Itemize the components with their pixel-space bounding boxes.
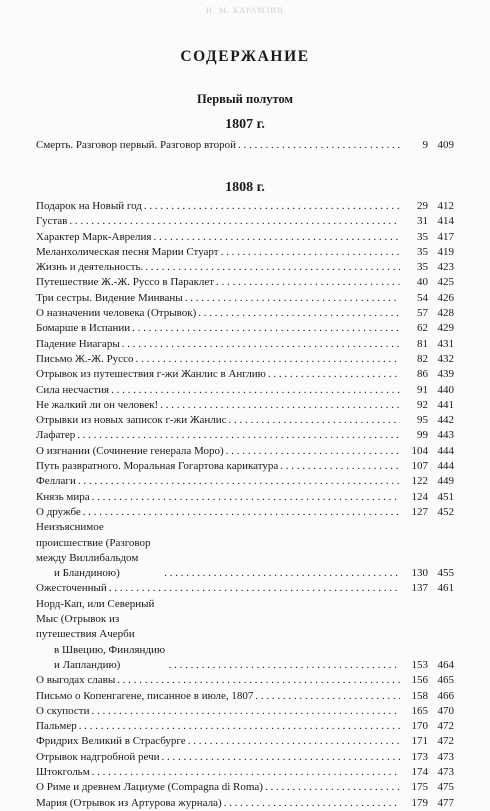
page-number-notes: 473 <box>437 765 454 778</box>
page-number-text: 127 <box>411 505 428 518</box>
toc-entry-title <box>36 581 107 596</box>
toc-entry-title-line: Лафатер <box>36 429 76 442</box>
page-number-notes: 409 <box>437 139 454 151</box>
page-number-notes: 449 <box>437 475 454 488</box>
toc-list-1808 <box>36 199 454 811</box>
year-heading-1807: 1807 г. <box>225 117 265 132</box>
toc-entry-title <box>36 138 236 153</box>
toc-entry-title-line: Мария (Отрывок из Артурова журнала) <box>36 796 222 809</box>
leader-dots <box>162 750 400 765</box>
leader-dots <box>268 367 400 382</box>
toc-entry <box>36 673 454 688</box>
page-number-text: 107 <box>411 460 428 473</box>
page-number-notes: 425 <box>437 276 454 289</box>
toc-entry <box>36 291 454 306</box>
page-number-text: 124 <box>411 490 428 503</box>
toc-entry-title-line: Меланхолическая песня Марии Стуарт <box>36 245 219 258</box>
toc-entry <box>36 199 454 214</box>
toc-entry-title-line: Путь развратного. Моральная Гогартова карикатура <box>36 460 279 473</box>
toc-entry-title-line: Письмо Ж.-Ж. Руссо <box>36 352 134 365</box>
toc-entry-title-line: Норд-Кап, или Северный Мыс (Отрывок из путешествия Ачерби <box>36 597 155 641</box>
toc-entry <box>36 352 454 367</box>
leader-dots <box>69 214 400 229</box>
toc-entry-title <box>36 260 143 275</box>
toc-entry-title <box>36 413 227 428</box>
running-head: Н. М. КАРАМЗИН <box>206 6 284 15</box>
toc-entry-title <box>36 459 278 474</box>
page-number-notes: 419 <box>437 245 454 258</box>
page-number-notes: 423 <box>437 261 454 274</box>
toc-entry-title-line: Бомарше в Испании <box>36 322 131 335</box>
page-number-text: 35 <box>417 245 428 258</box>
leader-dots <box>83 505 400 520</box>
toc-entry <box>36 750 454 765</box>
leader-dots <box>145 260 400 275</box>
page-number-notes: 429 <box>437 322 454 335</box>
toc-entry-title <box>36 383 109 398</box>
leader-dots <box>135 352 400 367</box>
leader-dots <box>185 291 400 306</box>
leader-dots <box>109 581 400 596</box>
toc-entry-title <box>36 444 224 459</box>
toc-entry-title <box>36 428 75 443</box>
year-heading-1808: 1808 г. <box>225 180 265 195</box>
toc-entry <box>36 505 454 520</box>
toc-entry-title <box>36 245 219 260</box>
page-number-notes: 432 <box>437 352 454 365</box>
toc-entry-title-line: Пальмер <box>36 720 77 733</box>
toc-entry-title <box>36 734 186 749</box>
toc-entry <box>36 734 454 749</box>
toc-entry-title-line: Князь мира <box>36 490 90 503</box>
toc-entry <box>36 597 454 673</box>
page-number-notes: 466 <box>437 689 454 702</box>
toc-entry-title-line: Жизнь и деятельность. <box>36 261 144 274</box>
toc-entry-title <box>36 597 167 673</box>
leader-dots <box>132 321 400 336</box>
page-number-text: 104 <box>411 444 428 457</box>
toc-entry-title-line: Письмо о Копенгагене, писанное в июле, 1807 <box>36 689 254 702</box>
page-number-notes: 452 <box>437 505 454 518</box>
toc-entry-title <box>36 750 160 765</box>
page-number-notes: 461 <box>437 582 454 595</box>
page-number-text: 156 <box>411 674 428 687</box>
toc-entry <box>36 367 454 382</box>
leader-dots <box>216 275 400 290</box>
leader-dots <box>221 245 400 260</box>
toc-entry <box>36 275 454 290</box>
toc-entry-title-line: Подарок на Новый год <box>36 200 142 212</box>
toc-entry <box>36 520 454 581</box>
toc-entry-title-line: Путешествие Ж.-Ж. Руссо в Параклет <box>36 276 215 289</box>
page-number-notes: 472 <box>437 735 454 748</box>
toc-entry <box>36 321 454 336</box>
page-number-text: 9 <box>422 139 428 151</box>
page-number-text: 57 <box>417 307 428 320</box>
toc-entry-title-line: О скупости <box>36 704 90 717</box>
toc-entry-title-line: Фридрих Великий в Страсбурге <box>36 735 186 748</box>
toc-entry-title-line: Неизъяснимое происшествие (Разговор между Виллибальдом <box>36 521 151 564</box>
toc-entry-title <box>36 474 76 489</box>
toc-entry-title-line: Феллаги <box>36 475 76 488</box>
volume-subtitle: Первый полутом <box>196 92 294 106</box>
page-number-text: 130 <box>411 567 428 580</box>
leader-dots <box>92 490 400 505</box>
toc-entry-title <box>36 796 222 811</box>
page-number-text: 173 <box>411 750 428 763</box>
toc-entry-title <box>36 704 90 719</box>
page-number-text: 171 <box>411 735 428 748</box>
toc-entry <box>36 383 454 398</box>
page-number-text: 91 <box>417 383 428 396</box>
page-number-text: 158 <box>411 689 428 702</box>
leader-dots <box>79 719 400 734</box>
page-number-notes: 412 <box>437 200 454 212</box>
toc-entry <box>36 337 454 352</box>
toc-entry-title-line: О Риме и древнем Лациуме (Compagna di Roma) <box>36 781 263 794</box>
leader-dots <box>280 459 400 474</box>
toc-entry-title-line: Падение Ниагары <box>36 337 120 350</box>
leader-dots <box>78 474 400 489</box>
page-number-text: 179 <box>411 796 428 809</box>
toc-entry-title <box>36 230 151 245</box>
page-number-notes: 470 <box>437 704 454 717</box>
page-number-text: 137 <box>411 582 428 595</box>
toc-entry <box>36 765 454 780</box>
toc-entry <box>36 138 454 153</box>
page-number-text: 40 <box>417 276 428 289</box>
leader-dots <box>226 444 400 459</box>
toc-entry-title-line: О изгнании (Сочинение генерала Моро) <box>36 444 224 457</box>
toc-entry <box>36 398 454 413</box>
toc-entry-title-line: Сила несчастия <box>36 383 110 396</box>
page-number-text: 174 <box>411 765 428 778</box>
toc-entry-title <box>36 337 120 352</box>
leader-dots <box>169 658 400 673</box>
toc-entry <box>36 428 454 443</box>
toc-entry-title <box>36 291 183 306</box>
toc-entry-title <box>36 352 133 367</box>
toc-entry <box>36 780 454 795</box>
toc-list-1807 <box>36 138 454 153</box>
page-number-text: 175 <box>411 781 428 794</box>
toc-entry-title-line: О выгодах славы <box>36 674 116 687</box>
page-number-notes: 475 <box>437 781 454 794</box>
toc-entry-title-line: Отрывки из новых записок г-жи Жанлис <box>36 414 227 427</box>
toc-entry <box>36 245 454 260</box>
toc-entry-title <box>36 673 115 688</box>
page-number-text: 54 <box>417 291 428 304</box>
page-number-notes: 440 <box>437 383 454 396</box>
leader-dots <box>164 566 400 581</box>
page-number-text: 86 <box>417 368 428 381</box>
page-number-notes: 431 <box>437 337 454 350</box>
toc-entry-title-continuation: в Швецию, Финляндию и Лапландию) <box>54 643 166 671</box>
toc-entry-title-line: Отрывок из путешествия г-жи Жанлис в Англию <box>36 368 266 381</box>
toc-entry <box>36 796 454 811</box>
page-number-notes: 465 <box>437 674 454 687</box>
leader-dots <box>92 704 400 719</box>
toc-entry-title <box>36 490 90 505</box>
toc-entry-title <box>36 765 90 780</box>
toc-entry-title <box>36 780 263 795</box>
page-number-text: 81 <box>417 337 428 350</box>
toc-entry-title <box>36 321 130 336</box>
toc-entry-title-line: Характер Марк-Аврелия <box>36 230 152 243</box>
page-number-notes: 442 <box>437 414 454 427</box>
toc-entry-title-line: Не жалкий ли он человек! <box>36 398 159 411</box>
toc-entry-title-line: Штокгольм <box>36 765 90 778</box>
leader-dots <box>122 337 400 352</box>
leader-dots <box>198 306 400 321</box>
leader-dots <box>265 780 400 795</box>
page-number-notes: 439 <box>437 368 454 381</box>
page-number-notes: 455 <box>437 567 454 580</box>
toc-entry-title-continuation: и Бландиною) <box>54 567 120 580</box>
page-number-text: 153 <box>411 658 428 671</box>
page-number-notes: 428 <box>437 307 454 320</box>
page-number-notes: 441 <box>437 398 454 411</box>
toc-entry <box>36 444 454 459</box>
toc-entry <box>36 704 454 719</box>
page-number-text: 170 <box>411 720 428 733</box>
leader-dots <box>153 230 400 245</box>
toc-entry-title <box>36 214 67 229</box>
toc-entry <box>36 474 454 489</box>
page-number-notes: 477 <box>437 796 454 809</box>
toc-entry <box>36 306 454 321</box>
toc-entry-title <box>36 398 158 413</box>
page-number-text: 29 <box>417 200 428 212</box>
leader-dots <box>229 413 400 428</box>
page-number-text: 35 <box>417 230 428 243</box>
toc-entry <box>36 581 454 596</box>
toc-entry-title <box>36 199 142 214</box>
toc-entry-title-line: Смерть. Разговор первый. Разговор второй <box>36 139 236 151</box>
page-number-text: 62 <box>417 322 428 335</box>
toc-entry-title <box>36 275 214 290</box>
page-number-text: 31 <box>417 215 428 228</box>
leader-dots <box>160 398 400 413</box>
toc-entry-title-line: О назначении человека (Отрывок) <box>36 307 197 320</box>
toc-entry-title <box>36 306 196 321</box>
page-number-notes: 417 <box>437 230 454 243</box>
leader-dots <box>92 765 400 780</box>
toc-entry <box>36 719 454 734</box>
toc-entry-title <box>36 719 77 734</box>
leader-dots <box>117 673 400 688</box>
toc-entry-title <box>36 505 81 520</box>
toc-entry-title <box>36 367 266 382</box>
toc-entry <box>36 459 454 474</box>
page-number-notes: 443 <box>437 429 454 442</box>
page-number-notes: 464 <box>437 658 454 671</box>
page-number-notes: 426 <box>437 291 454 304</box>
toc-entry <box>36 490 454 505</box>
leader-dots <box>188 734 400 749</box>
page-number-text: 92 <box>417 398 428 411</box>
leader-dots <box>77 428 400 443</box>
toc-entry <box>36 214 454 229</box>
page-number-notes: 444 <box>437 460 454 473</box>
toc-entry-title-line: Ожесточенный <box>36 582 107 595</box>
page-title: СОДЕРЖАНИЕ <box>180 48 310 65</box>
toc-entry-title-line: Три сестры. Видение Минваны <box>36 291 183 304</box>
page-number-text: 82 <box>417 352 428 365</box>
page-number-notes: 414 <box>437 215 454 228</box>
leader-dots <box>224 796 400 811</box>
page-number-notes: 451 <box>437 490 454 503</box>
page-number-text: 165 <box>411 704 428 717</box>
toc-entry-title <box>36 520 162 581</box>
toc-entry-title-line: Отрывок надгробной речи <box>36 750 160 763</box>
toc-entry <box>36 230 454 245</box>
leader-dots <box>238 138 400 153</box>
leader-dots <box>144 199 400 214</box>
page-number-text: 99 <box>417 429 428 442</box>
page-number-notes: 472 <box>437 720 454 733</box>
page-number-text: 95 <box>417 414 428 427</box>
page-number-notes: 444 <box>437 444 454 457</box>
toc-entry <box>36 260 454 275</box>
page-number-notes: 473 <box>437 750 454 763</box>
toc-entry <box>36 413 454 428</box>
leader-dots <box>111 383 400 398</box>
toc-entry-title-line: О дружбе <box>36 505 81 518</box>
toc-entry-title-line: Густав <box>36 215 68 228</box>
page-number-text: 35 <box>417 261 428 274</box>
page-number-text: 122 <box>411 475 428 488</box>
